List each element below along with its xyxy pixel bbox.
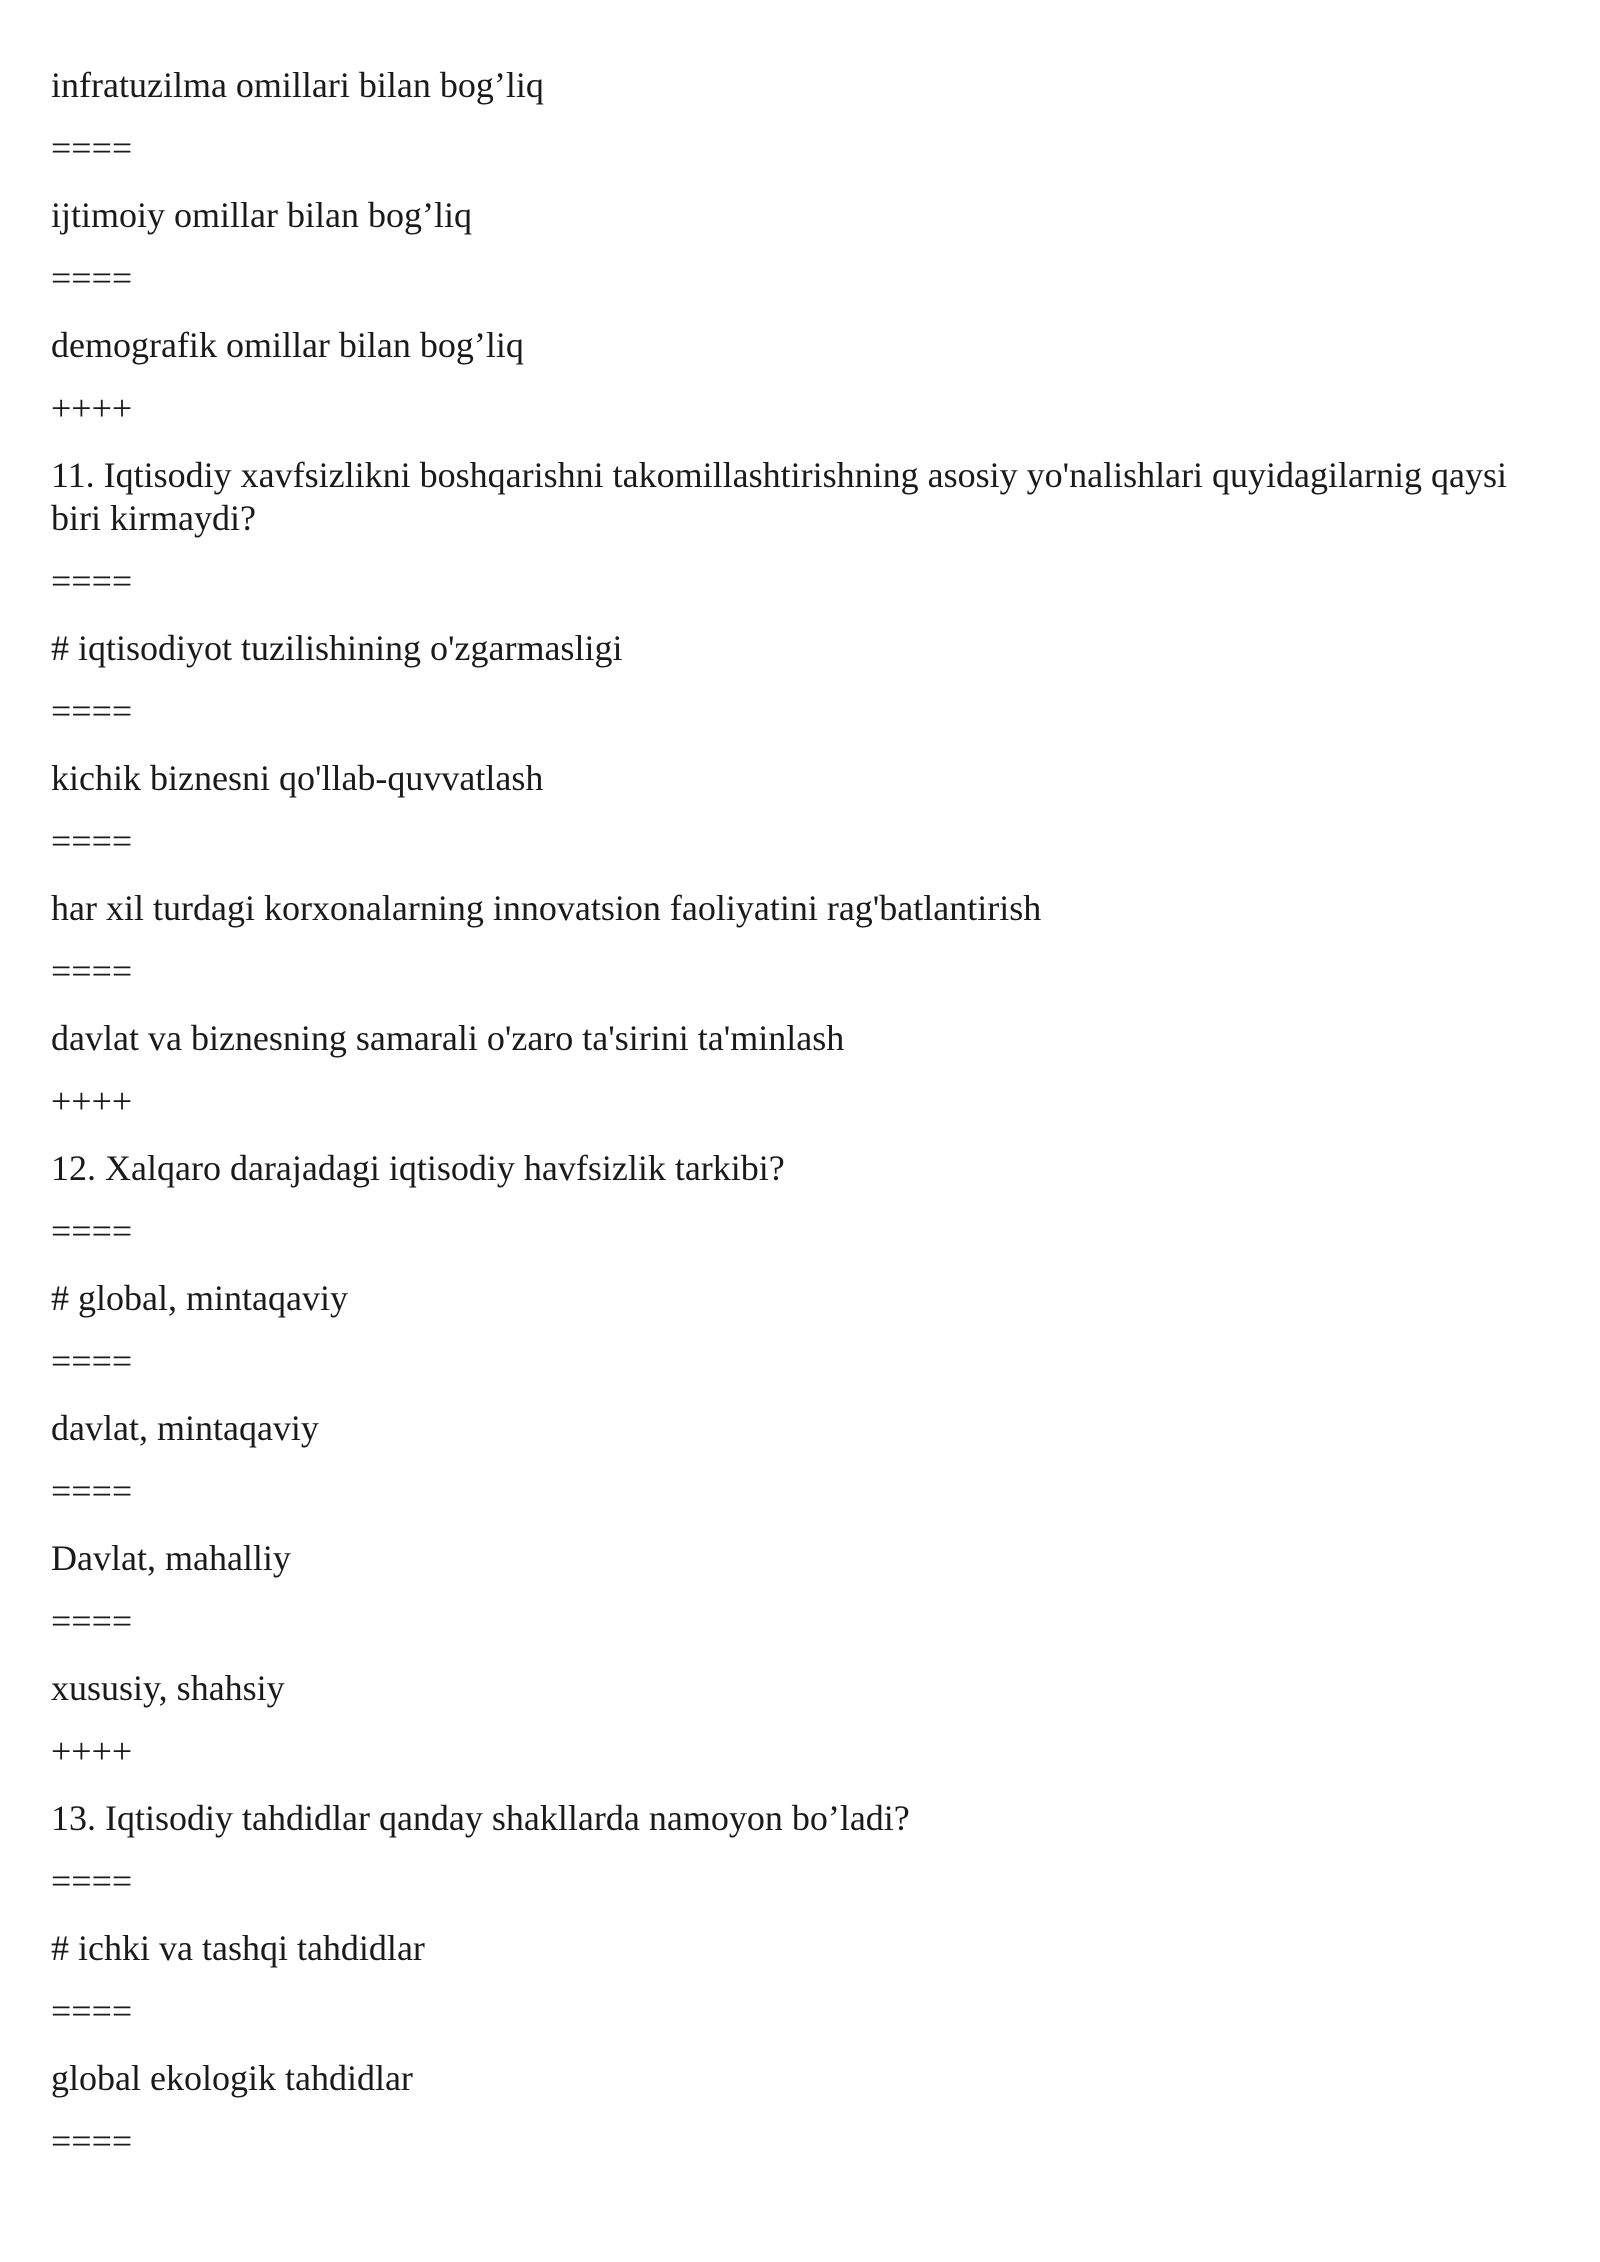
answer-option: xususiy, shahsiy — [51, 1668, 285, 1708]
question-end-marker: ++++ — [51, 1081, 133, 1121]
separator: ==== — [51, 1341, 133, 1381]
separator: ==== — [51, 951, 133, 991]
correct-answer: # global, mintaqaviy — [51, 1278, 348, 1318]
separator: ==== — [51, 128, 133, 168]
separator: ==== — [51, 1211, 133, 1251]
answer-option: demografik omillar bilan bog’liq — [51, 325, 524, 365]
question-11: 11. Iqtisodiy xavfsizlikni boshqarishni takomillashtirishning asosiy yo'nalishlari quyidagilarnig qaysi biri kirmaydi? — [51, 455, 1516, 538]
correct-answer: # ichki va tashqi tahdidlar — [51, 1928, 425, 1968]
separator: ==== — [51, 821, 133, 861]
correct-answer: # iqtisodiyot tuzilishining o'zgarmasligi — [51, 628, 623, 668]
separator: ==== — [51, 2121, 133, 2161]
separator: ==== — [51, 258, 133, 298]
answer-option: har xil turdagi korxonalarning innovatsion faoliyatini rag'batlantirish — [51, 888, 1042, 928]
question-end-marker: ++++ — [51, 1731, 133, 1771]
answer-option: infratuzilma omillari bilan bog’liq — [51, 65, 544, 105]
separator: ==== — [51, 561, 133, 601]
separator: ==== — [51, 1861, 133, 1901]
answer-option: kichik biznesni qo'llab-quvvatlash — [51, 758, 544, 798]
separator: ==== — [51, 1601, 133, 1641]
answer-option: global ekologik tahdidlar — [51, 2058, 413, 2098]
answer-option: davlat va biznesning samarali o'zaro ta'sirini ta'minlash — [51, 1018, 845, 1058]
question-12: 12. Xalqaro darajadagi iqtisodiy havfsizlik tarkibi? — [51, 1148, 785, 1188]
separator: ==== — [51, 691, 133, 731]
answer-option: ijtimoiy omillar bilan bog’liq — [51, 195, 472, 235]
answer-option: Davlat, mahalliy — [51, 1538, 291, 1578]
question-13: 13. Iqtisodiy tahdidlar qanday shakllarda namoyon bo’ladi? — [51, 1798, 910, 1838]
answer-option: davlat, mintaqaviy — [51, 1408, 319, 1448]
separator: ==== — [51, 1471, 133, 1511]
question-end-marker: ++++ — [51, 388, 133, 428]
separator: ==== — [51, 1991, 133, 2031]
